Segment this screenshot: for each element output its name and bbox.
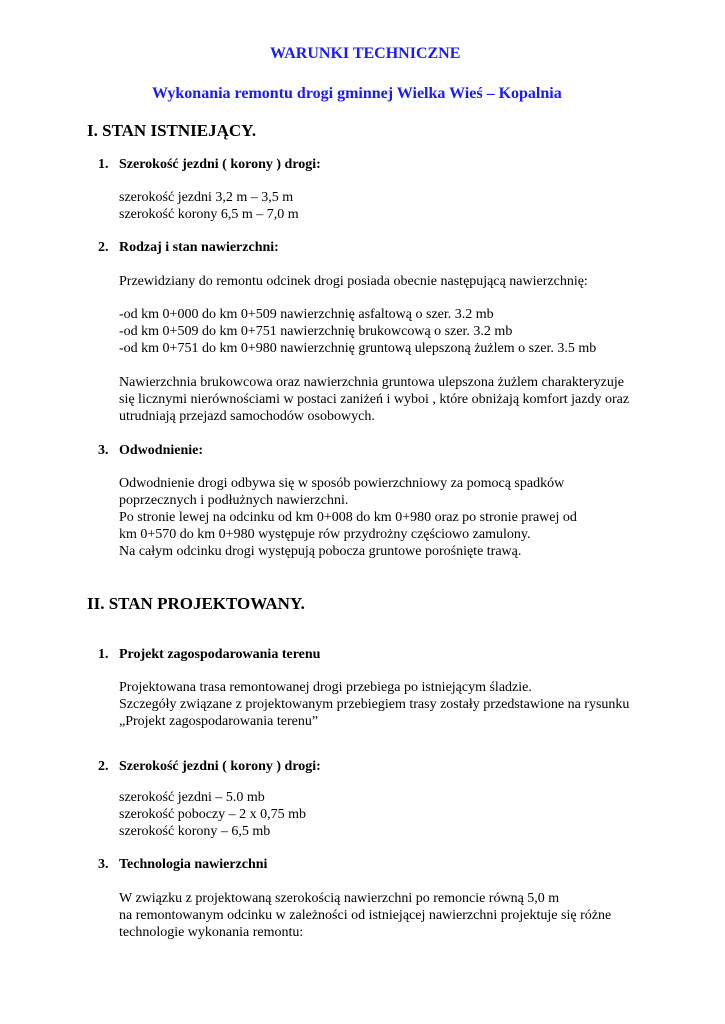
section2-item2-line: szerokość poboczy – 2 x 0,75 mb — [119, 807, 307, 822]
section1-item2-intro: Przewidziany do remontu odcinek drogi posiada obecnie następującą nawierzchnię: — [119, 274, 588, 289]
section2-item1-title: Projekt zagospodarowania terenu — [119, 647, 321, 662]
section1-item2-para-line: Nawierzchnia brukowcowa oraz nawierzchnia gruntowa ulepszona żużlem charakteryzuje — [119, 375, 624, 390]
section2-item3-line: na remontowanym odcinku w zależności od istniejącej nawierzchni projektuje się różne — [119, 908, 612, 923]
section1-item3-title: Odwodnienie: — [119, 443, 204, 458]
section1-item1-number: 1. — [98, 157, 109, 172]
document-title: WARUNKI TECHNICZNE — [270, 45, 461, 62]
section1-item2-para-line: się licznymi nierówności​ami w postaci zaniżeń i wyboi , które obniżają komfort jazdy oraz — [119, 392, 630, 407]
section2-item2-number: 2. — [98, 759, 109, 774]
section2-item2-line: szerokość jezdni – 5.0 mb — [119, 790, 265, 805]
section1-item3-line: poprzecznych i podłużnych nawierzchni. — [119, 493, 349, 508]
section2-item3-number: 3. — [98, 857, 109, 872]
section2-item3-line: W związku z projektowaną szerokością nawierzchni po remoncie równą 5,0 m — [119, 891, 560, 906]
document-subtitle: Wykonania remontu drogi gminnej Wielka Wieś – Kopalnia — [152, 85, 562, 102]
section1-item3-line: Po stronie lewej na odcinku od km 0+008 do km 0+980 oraz po stronie prawej od — [119, 510, 577, 525]
section1-item2-title: Rodzaj i stan nawierzchni: — [119, 240, 279, 255]
section1-item1-line: szerokość korony 6,5 m – 7,0 m — [119, 207, 299, 222]
section2-item1-line: „Projekt zagospodarowania terenu” — [119, 714, 319, 729]
section1-item3-line: km 0+570 do km 0+980 występuje rów przydrożny częściowo zamulony. — [119, 527, 531, 542]
section2-item3-title: Technologia nawierzchni — [119, 857, 268, 872]
section1-item2-para-line: utrudniają przejazd samochodów osobowych. — [119, 409, 375, 424]
section1-heading: I. STAN ISTNIEJĄCY. — [87, 121, 257, 140]
section1-item3-line: Odwodnienie drogi odbywa się w sposób powierzchniowy za pomocą spadków — [119, 476, 565, 491]
section1-item2-number: 2. — [98, 240, 109, 255]
section2-item1-line: Szczegóły związane z projektowanym przebiegiem trasy zostały przedstawione na rysunku — [119, 697, 630, 712]
section2-item1-number: 1. — [98, 647, 109, 662]
section2-item2-title: Szerokość jezdni ( korony ) drogi: — [119, 759, 321, 774]
section1-item3-number: 3. — [98, 443, 109, 458]
section1-item3-line: Na całym odcinku drogi występują pobocza gruntowe porośnięte trawą. — [119, 544, 522, 559]
section2-item3-line: technologie wykonania remontu: — [119, 925, 304, 940]
section1-item1-title: Szerokość jezdni ( korony ) drogi: — [119, 157, 321, 172]
section2-item1-line: Projektowana trasa remontowanej drogi przebiega po istniejącym śladzie. — [119, 680, 532, 695]
section1-item1-line: szerokość jezdni 3,2 m – 3,5 m — [119, 190, 294, 205]
section1-item2-list-line: -od km 0+751 do km 0+980 nawierzchnię gruntową ulepszoną żużlem o szer. 3.5 mb — [119, 341, 597, 356]
section2-item2-line: szerokość korony – 6,5 mb — [119, 824, 271, 839]
section2-heading: II. STAN PROJEKTOWANY. — [87, 594, 305, 613]
section1-item2-list-line: -od km 0+509 do km 0+751 nawierzchnię brukowcową o szer. 3.2 mb — [119, 324, 513, 339]
section1-item2-list-line: -od km 0+000 do km 0+509 nawierzchnię asfaltową o szer. 3.2 mb — [119, 307, 494, 322]
